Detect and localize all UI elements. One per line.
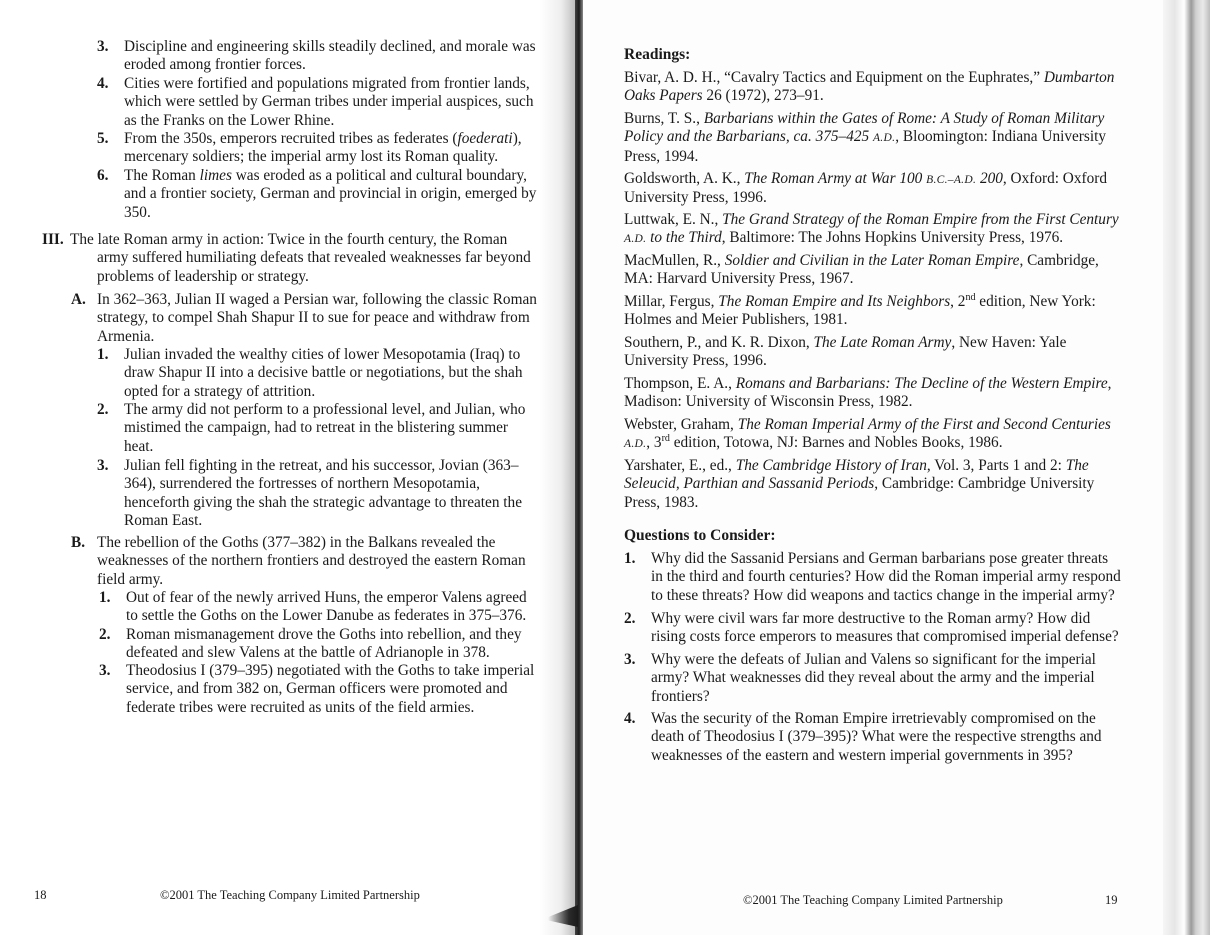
item-number: 3. <box>99 662 111 679</box>
question-number: 2. <box>624 610 636 627</box>
outline-item: Roman mismanagement drove the Goths into rebellion, and they defeated and slew Valens at the battle of Adrianople in 378. <box>126 626 522 662</box>
section-iii-heading: The late Roman army in action: Twice in the fourth century, the Roman army suffered humiliating defeats that revealed weaknesses far beyond problems of leadership or strategy. <box>70 231 531 285</box>
outline-item: Out of fear of the newly arrived Huns, the emperor Valens agreed to settle the Goths on the Lower Danube as federates in 375–376. <box>126 589 527 625</box>
outline-item: The army did not perform to a professional level, and Julian, who mistimed the campaign, had to retreat in the blistering summer heat. <box>124 401 526 455</box>
reading-entry: MacMullen, R., Soldier and Civilian in the Later Roman Empire, Cambridge, MA: Harvard University Press, 1967. <box>624 252 1099 288</box>
outline-item: From the 350s, emperors recruited tribes as federates (foederati), mercenary soldiers; the imperial army lost its Roman quality. <box>124 130 522 166</box>
subsection-letter: B. <box>71 534 86 551</box>
left-page <box>0 0 580 935</box>
item-number: 1. <box>97 346 109 363</box>
reading-entry: Thompson, E. A., Romans and Barbarians: The Decline of the Western Empire, Madison: University of Wisconsin Press, 1982. <box>624 375 1112 411</box>
questions-heading: Questions to Consider: <box>624 527 776 544</box>
item-number: 3. <box>97 457 109 474</box>
item-number: 3. <box>97 38 109 55</box>
reading-entry: Burns, T. S., Barbarians within the Gates of Rome: A Study of Roman Military Policy and the Barbarians, ca. 375–425 A.D., Bloomington: Indiana University Press, 1994. <box>624 110 1107 165</box>
question-number: 3. <box>624 651 636 668</box>
page-edge-stack <box>1163 0 1210 935</box>
subsection-letter: A. <box>71 291 86 308</box>
item-number: 2. <box>97 401 109 418</box>
subsection-a: In 362–363, Julian II waged a Persian war, following the classic Roman strategy, to compel Shah Shapur II to sue for peace and withdraw from Armenia. <box>97 291 537 345</box>
copyright-footer: ©2001 The Teaching Company Limited Partnership <box>160 888 420 902</box>
question-item: Why did the Sassanid Persians and German barbarians pose greater threats in the third and fourth centuries? How did the Roman imperial army respond to these threats? How did weapons and tactics change in the imperial army? <box>651 550 1121 604</box>
outline-item: The Roman limes was eroded as a political and cultural boundary, and a frontier society, German and provincial in origin, emerged by 350. <box>124 167 537 221</box>
item-number: 2. <box>99 626 111 643</box>
question-item: Was the security of the Roman Empire irretrievably compromised on the death of Theodosius I (379–395)? What were the respective strengths and weaknesses of the eastern and western imperial governments in 395? <box>651 710 1102 764</box>
outline-item: Julian fell fighting in the retreat, and his successor, Jovian (363– 364), surrendered the fortresses of northern Mesopotamia, henceforth giving the shah the strategic advantage to threaten the Roman East. <box>124 457 522 530</box>
outline-item: Cities were fortified and populations migrated from frontier lands, which were settled by German tribes under imperial auspices, such as the Franks on the Lower Rhine. <box>124 75 534 129</box>
reading-entry: Millar, Fergus, The Roman Empire and Its Neighbors, 2nd edition, New York: Holmes and Meier Publishers, 1981. <box>624 291 1096 329</box>
right-page <box>583 0 1163 935</box>
reading-entry: Luttwak, E. N., The Grand Strategy of the Roman Empire from the First Century A.D. to the Third, Baltimore: The Johns Hopkins University Press, 1976. <box>624 211 1119 247</box>
reading-entry: Yarshater, E., ed., The Cambridge History of Iran, Vol. 3, Parts 1 and 2: The Seleucid, Parthian and Sassanid Periods, Cambridge: Cambridge University Press, 1983. <box>624 457 1095 511</box>
section-number: III. <box>42 231 64 248</box>
book-spine <box>575 0 583 935</box>
outline-item: Julian invaded the wealthy cities of lower Mesopotamia (Iraq) to draw Shapur II into a decisive battle or negotiations, but the shah opted for a strategy of attrition. <box>124 346 523 400</box>
reading-entry: Southern, P., and K. R. Dixon, The Late Roman Army, New Haven: Yale University Press, 1996. <box>624 334 1067 370</box>
outline-item: Discipline and engineering skills steadily declined, and morale was eroded among frontier forces. <box>124 38 536 74</box>
outline-item: Theodosius I (379–395) negotiated with the Goths to take imperial service, and from 382 on, German officers were promoted and federate tribes were recruited as units of the field armies. <box>126 662 535 716</box>
subsection-b: The rebellion of the Goths (377–382) in the Balkans revealed the weaknesses of the northern frontiers and destroyed the eastern Roman field army. <box>97 534 526 588</box>
readings-heading: Readings: <box>624 46 691 63</box>
question-item: Why were civil wars far more destructive to the Roman army? How did rising costs force emperors to measures that compromised imperial defense? <box>651 610 1119 646</box>
item-number: 4. <box>97 75 109 92</box>
item-number: 5. <box>97 130 109 147</box>
question-item: Why were the defeats of Julian and Valens so significant for the imperial army? What weaknesses did they reveal about the army and the imperial frontiers? <box>651 651 1096 705</box>
item-number: 6. <box>97 167 109 184</box>
page-number: 18 <box>34 888 47 902</box>
page-number: 19 <box>1105 893 1118 907</box>
copyright-footer: ©2001 The Teaching Company Limited Partnership <box>743 893 1003 907</box>
reading-entry: Bivar, A. D. H., “Cavalry Tactics and Equipment on the Euphrates,” Dumbarton Oaks Papers 26 (1972), 273–91. <box>624 69 1115 105</box>
reading-entry: Webster, Graham, The Roman Imperial Army of the First and Second Centuries A.D., 3rd edition, Totowa, NJ: Barnes and Nobles Books, 1986. <box>624 416 1111 452</box>
item-number: 1. <box>99 589 111 606</box>
question-number: 4. <box>624 710 636 727</box>
reading-entry: Goldsworth, A. K., The Roman Army at War 100 B.C.–A.D. 200, Oxford: Oxford University Press, 1996. <box>624 170 1107 207</box>
question-number: 1. <box>624 550 636 567</box>
